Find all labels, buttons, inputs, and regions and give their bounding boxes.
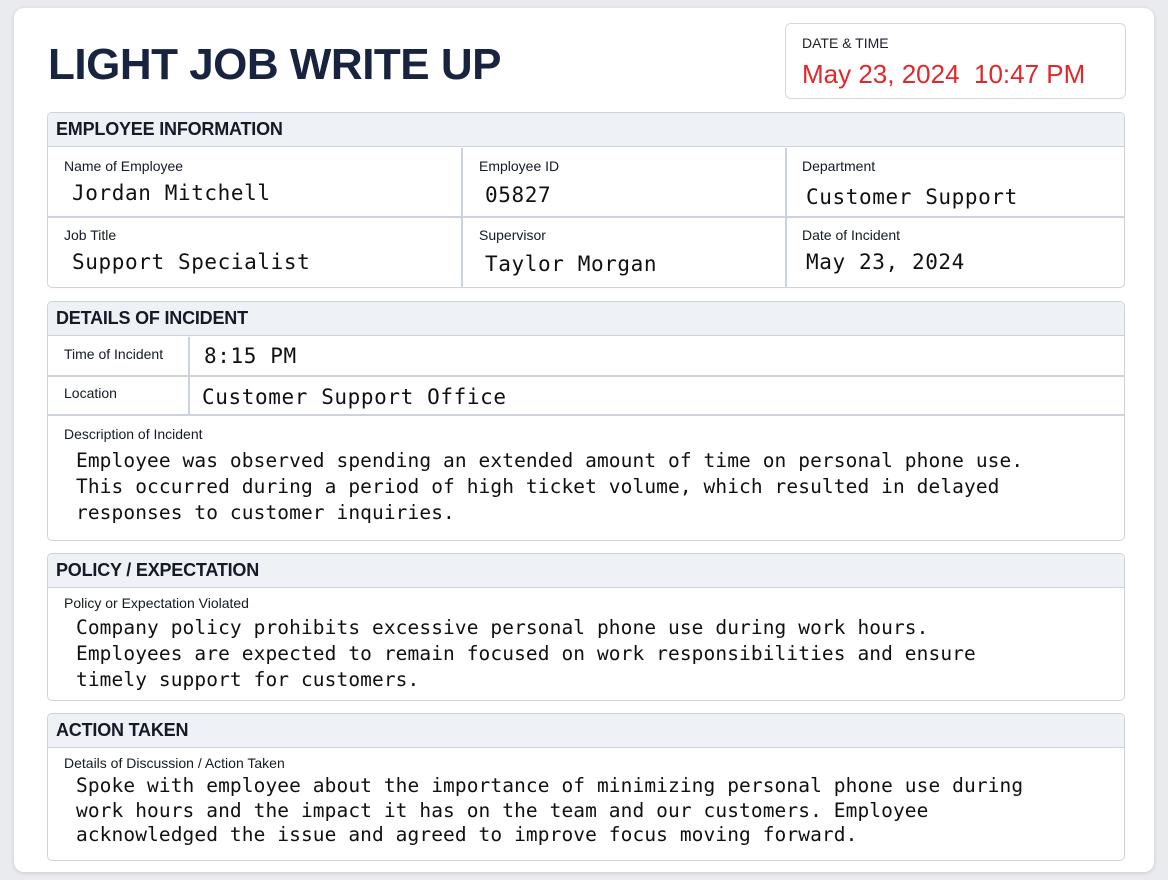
employee-id-field[interactable]: 05827 [485,183,552,207]
job-title-label: Job Title [64,227,117,243]
form-title: LIGHT JOB WRITE UP [48,40,501,89]
supervisor-label: Supervisor [479,227,546,243]
action-line: acknowledged the issue and agreed to improve focus moving forward. [76,823,858,846]
department-field[interactable]: Customer Support [806,185,1018,209]
datetime-label: DATE & TIME [802,35,889,51]
description-line: responses to customer inquiries. [76,501,455,524]
incident-details-section [47,301,1125,541]
section-heading: EMPLOYEE INFORMATION [48,113,1124,147]
employee-id-label: Employee ID [479,158,560,174]
policy-violated-label: Policy or Expectation Violated [64,595,249,611]
action-details-label: Details of Discussion / Action Taken [64,755,285,771]
location-field[interactable]: Customer Support Office [202,385,507,409]
description-line: Employee was observed spending an extended amount of time on personal phone use. [76,449,1024,472]
action-line: Spoke with employee about the importance of minimizing personal phone use during [76,774,1024,797]
employee-name-label: Name of Employee [64,158,184,174]
action-line: work hours and the impact it has on the team and our customers. Employee [76,798,929,822]
write-up-form [14,8,1154,872]
department-label: Department [802,158,876,174]
policy-violated-field[interactable] [76,615,976,693]
incident-date-label: Date of Incident [802,227,901,243]
employee-name-field[interactable]: Jordan Mitchell [72,181,271,205]
incident-date-field[interactable]: May 23, 2024 [806,250,965,274]
policy-line: Employees are expected to remain focused on work responsibilities and ensure [76,642,976,665]
action-details-field[interactable] [76,774,1023,848]
section-heading: DETAILS OF INCIDENT [48,302,1124,336]
datetime-box [785,23,1126,99]
description-line: This occurred during a period of high ticket volume, which resulted in delayed [76,475,1000,498]
datetime-value: May 23, 2024 10:47 PM [802,59,1086,89]
description-label: Description of Incident [64,426,203,442]
action-section [47,713,1125,861]
section-heading: POLICY / EXPECTATION [48,554,1124,588]
supervisor-field[interactable]: Taylor Morgan [485,252,658,276]
employee-information-section [47,112,1125,288]
location-label: Location [64,385,117,401]
job-title-field[interactable]: Support Specialist [72,250,311,274]
description-field[interactable] [76,448,1023,526]
policy-line: timely support for customers. [76,668,420,691]
policy-section [47,553,1125,701]
incident-time-label: Time of Incident [64,346,164,362]
incident-time-field[interactable]: 8:15 PM [204,344,297,368]
policy-line: Company policy prohibits excessive personal phone use during work hours. [76,616,929,639]
section-heading: ACTION TAKEN [48,714,1124,748]
